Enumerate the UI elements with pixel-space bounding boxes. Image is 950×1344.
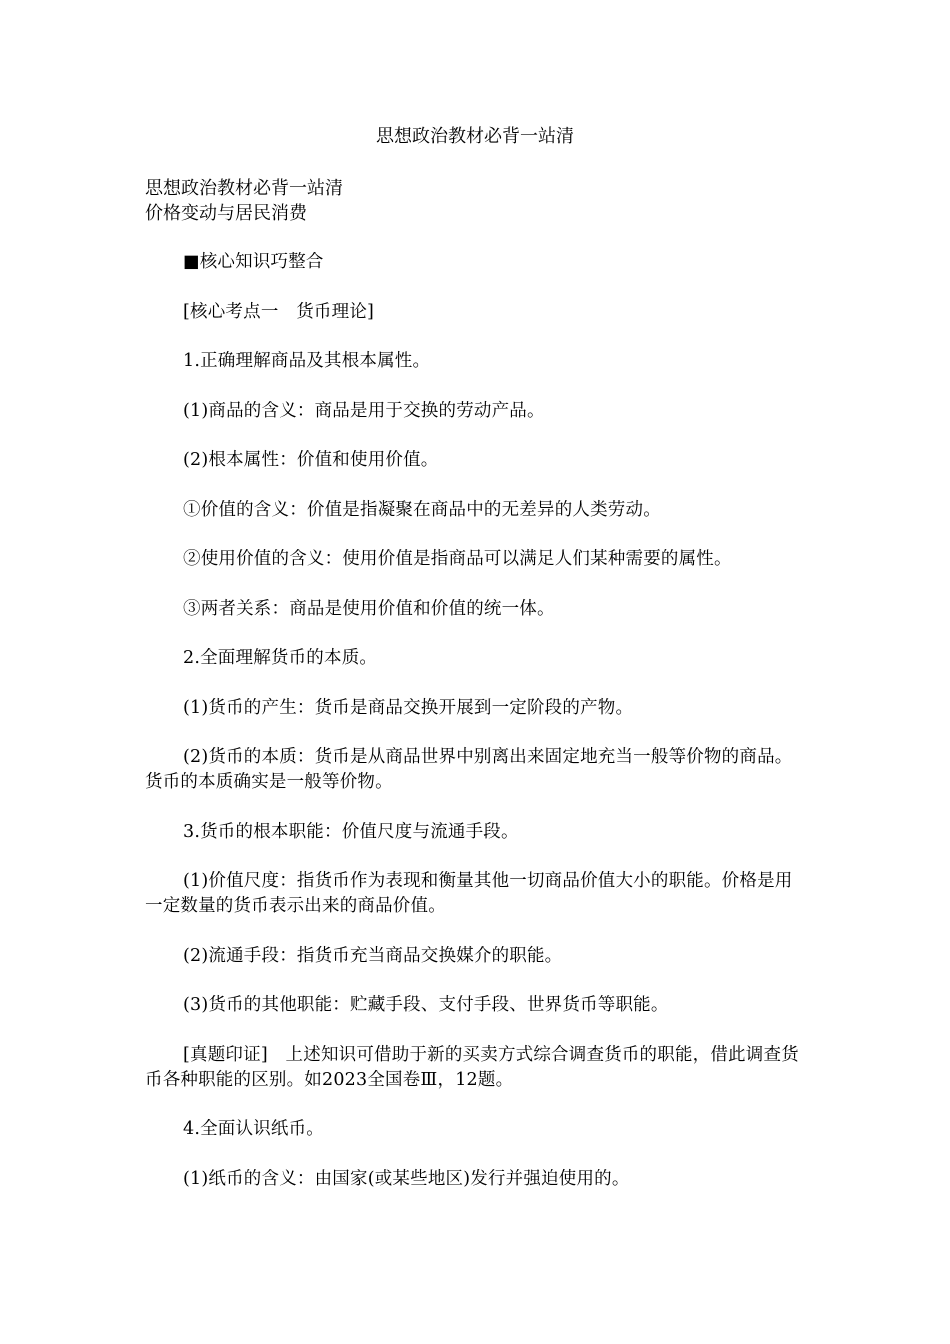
- topic-heading: [核心考点一 货币理论]: [183, 301, 375, 322]
- document-header: [145, 176, 805, 226]
- header-line-subtitle: 价格变动与居民消费: [145, 203, 307, 224]
- paragraph: (3)货币的其他职能：贮藏手段、支付手段、世界货币等职能。: [183, 995, 669, 1015]
- document-body: [145, 250, 805, 1216]
- section-heading: ■核心知识巧整合: [183, 252, 324, 272]
- header-line-title: 思想政治教材必背一站清: [145, 178, 343, 199]
- paragraph: 4.全面认识纸币。: [183, 1119, 324, 1139]
- paragraph: (1)货币的产生：货币是商品交换开展到一定阶段的产物。: [183, 697, 634, 718]
- paragraph: ②使用价值的含义：使用价值是指商品可以满足人们某种需要的属性。: [183, 549, 732, 569]
- paragraph: (2)根本属性：价值和使用价值。: [183, 450, 439, 470]
- paragraph: 3.货币的根本职能：价值尺度与流通手段。: [183, 821, 519, 842]
- paragraph: (1)价值尺度：指货币作为表现和衡量其他一切商品价值大小的职能。价格是用一定数量的货币表示出来的商品价值。: [145, 871, 793, 916]
- paragraph: (2)流通手段：指货币充当商品交换媒介的职能。: [183, 945, 563, 966]
- paragraph: (1)商品的含义：商品是用于交换的劳动产品。: [183, 400, 545, 421]
- paragraph: ③两者关系：商品是使用价值和价值的统一体。: [183, 598, 555, 619]
- page-title: 思想政治教材必背一站清: [376, 126, 574, 147]
- paragraph: 1.正确理解商品及其根本属性。: [183, 351, 431, 371]
- paragraph: 2.全面理解货币的本质。: [183, 648, 378, 668]
- paragraph: ①价值的含义：价值是指凝聚在商品中的无差异的人类劳动。: [183, 499, 661, 520]
- paragraph: (1)纸币的含义：由国家(或某些地区)发行并强迫使用的。: [183, 1168, 630, 1189]
- exam-reference: [真题印证] 上述知识可借助于新的买卖方式综合调查货币的职能，借此调查货币各种职能的区别。如2023全国卷Ⅲ，12题。: [145, 1044, 799, 1090]
- paragraph: (2)货币的本质：货币是从商品世界中别离出来固定地充当一般等价物的商品。货币的本质确实是一般等价物。: [145, 747, 793, 792]
